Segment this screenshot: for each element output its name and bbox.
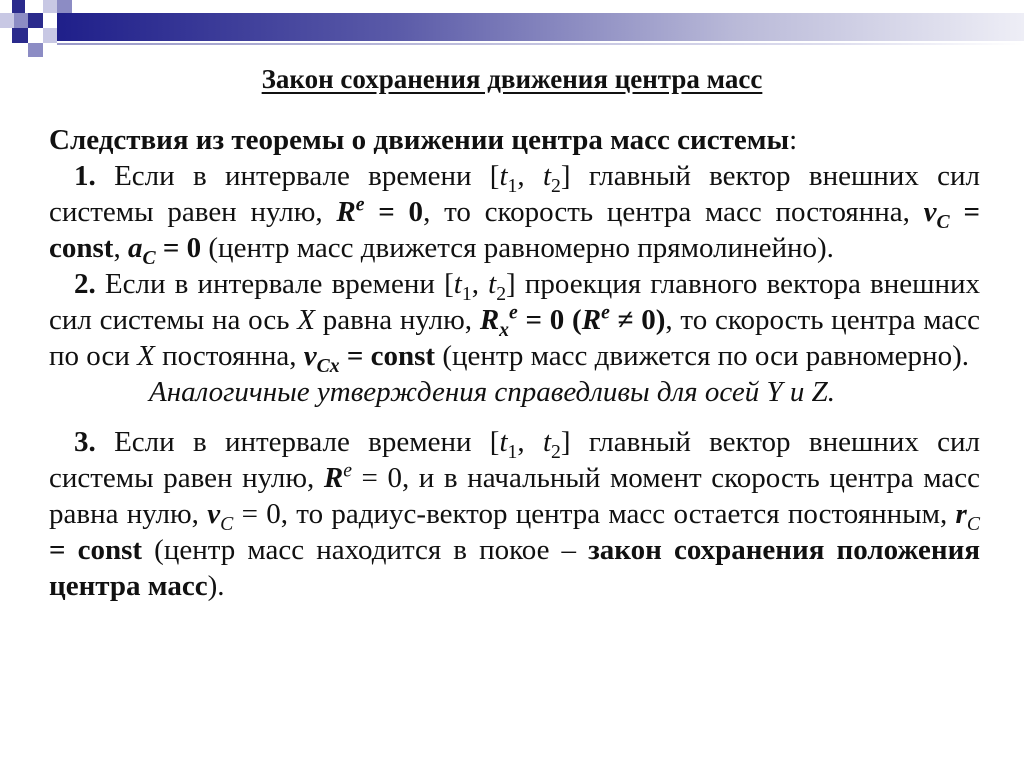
deco-square <box>57 0 72 13</box>
slide-header-decoration <box>0 0 1024 60</box>
deco-square <box>43 28 57 43</box>
deco-square <box>12 0 25 13</box>
header-gradient-bar <box>57 13 1024 41</box>
slide-body <box>49 122 980 604</box>
item-1: 1. Если в интервале времени [$t_1$, $t_2$] главный вектор внешних сил системы равен нулю, $R^e = 0$, то скорость центра масс постоянна, $v_C$ = const, $a_C = 0$ (центр масс движется равномерно прямолинейно). <box>49 160 981 269</box>
item-3: 3. Если в интервале времени [$t_1$, $t_2$] главный вектор внешних сил системы равен нулю, $R^e = 0$, и в начальный момент скорость центра масс равна нулю, $v_C = 0$, то радиус-вектор центра масс остается постоянным, $r_C$ = const (центр масс находится в покое – закон сохранения положения центра масс). <box>49 426 981 602</box>
header-rule <box>57 43 1024 45</box>
item-2: 2. Если в интервале времени [$t_1$, $t_2$] проекция главного вектора внешних сил системы на ось X равна нулю, $R_x^e = 0$ $(R^e \ne 0)$, то скорость центра масс по оси X постоянна, $v_{Cx}$ = const (центр масс движется по оси равномерно). <box>49 268 981 377</box>
slide-title: Закон сохранения движения центра масс <box>261 64 763 94</box>
deco-square <box>28 13 43 28</box>
deco-square <box>43 0 57 13</box>
deco-square <box>0 13 14 28</box>
analog-note: Аналогичные утверждения справедливы для осей Y и Z. <box>149 376 836 408</box>
deco-square <box>12 28 28 43</box>
deco-square <box>28 43 43 57</box>
section-heading: Следствия из теоремы о движении центра масс системы: <box>49 124 798 156</box>
deco-square <box>14 13 28 28</box>
